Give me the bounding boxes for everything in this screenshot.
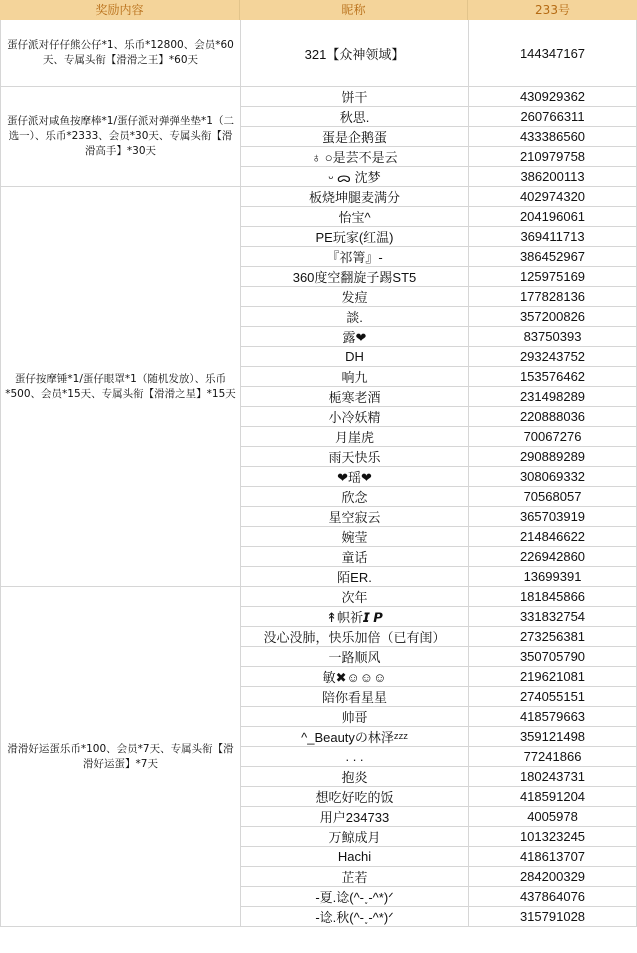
nickname-cell: 小冷妖精 — [240, 407, 468, 427]
id-cell: 437864076 — [468, 887, 637, 907]
nickname-cell: 雨天快乐 — [240, 447, 468, 467]
nickname-cell: 饼干 — [240, 87, 468, 107]
nickname-cell: 敏✖☺☺☺ — [240, 667, 468, 687]
nickname-cell: ❤瑶❤ — [240, 467, 468, 487]
header-nickname: 昵称 — [240, 0, 468, 20]
id-cell: 214846622 — [468, 527, 637, 547]
nickname-cell: 321【众神领域】 — [240, 20, 468, 87]
id-cell: 210979758 — [468, 147, 637, 167]
nickname-cell: 想吃好吃的饭 — [240, 787, 468, 807]
nickname-cell: 月崖虎 — [240, 427, 468, 447]
id-cell: 180243731 — [468, 767, 637, 787]
id-cell: 273256381 — [468, 627, 637, 647]
nickname-cell: 万鲸成月 — [240, 827, 468, 847]
reward-cell: 蛋仔派对仔仔熊公仔*1、乐币*12800、会员*60天、专属头衔【滑滑之王】*60天 — [0, 20, 240, 87]
nickname-cell: 陌ER. — [240, 567, 468, 587]
nickname-cell: 欣念 — [240, 487, 468, 507]
id-cell: 83750393 — [468, 327, 637, 347]
nickname-cell: PE玩家(红温) — [240, 227, 468, 247]
id-cell: 418613707 — [468, 847, 637, 867]
id-cell: 308069332 — [468, 467, 637, 487]
id-cell: 386452967 — [468, 247, 637, 267]
nickname-cell: 談. — [240, 307, 468, 327]
id-cell: 70067276 — [468, 427, 637, 447]
nickname-cell: 星空寂云 — [240, 507, 468, 527]
id-cell: 219621081 — [468, 667, 637, 687]
id-cell: 181845866 — [468, 587, 637, 607]
nickname-cell: 婉莹 — [240, 527, 468, 547]
reward-cell: 蛋仔按摩锤*1/蛋仔眼罩*1（随机发放）、乐币*500、会员*15天、专属头衔【滑滑之星】*15天 — [0, 187, 240, 587]
nickname-cell: 芷若 — [240, 867, 468, 887]
nickname-cell: 童话 — [240, 547, 468, 567]
id-cell: 331832754 — [468, 607, 637, 627]
nickname-cell: 露❤ — [240, 327, 468, 347]
header-id: 233号 — [468, 0, 637, 20]
id-cell: 369411713 — [468, 227, 637, 247]
id-cell: 220888036 — [468, 407, 637, 427]
id-cell: 386200113 — [468, 167, 637, 187]
nickname-cell: 栀寒老酒 — [240, 387, 468, 407]
id-cell: 350705790 — [468, 647, 637, 667]
id-cell: 274055151 — [468, 687, 637, 707]
id-cell: 418591204 — [468, 787, 637, 807]
id-cell: 4005978 — [468, 807, 637, 827]
id-cell: 13699391 — [468, 567, 637, 587]
nickname-cell: 发痘 — [240, 287, 468, 307]
id-cell: 418579663 — [468, 707, 637, 727]
id-cell: 77241866 — [468, 747, 637, 767]
header-reward: 奖励内容 — [0, 0, 240, 20]
id-cell: 204196061 — [468, 207, 637, 227]
nickname-cell: 『祁箐』- — [240, 247, 468, 267]
id-cell: 260766311 — [468, 107, 637, 127]
id-cell: 290889289 — [468, 447, 637, 467]
id-cell: 315791028 — [468, 907, 637, 927]
id-cell: 144347167 — [468, 20, 637, 87]
id-cell: 430929362 — [468, 87, 637, 107]
nickname-cell: 用户234733 — [240, 807, 468, 827]
id-cell: 226942860 — [468, 547, 637, 567]
id-cell: 177828136 — [468, 287, 637, 307]
id-cell: 402974320 — [468, 187, 637, 207]
id-cell: 153576462 — [468, 367, 637, 387]
nickname-cell: 秋思. — [240, 107, 468, 127]
nickname-cell: ᵕ ᯅ 沈梦 — [240, 167, 468, 187]
nickname-cell: 360度空翻旋子踢ST5 — [240, 267, 468, 287]
nickname-cell: DH — [240, 347, 468, 367]
id-cell: 125975169 — [468, 267, 637, 287]
nickname-cell: -谂.秋(^-˯-^*)ᐟ — [240, 907, 468, 927]
nickname-cell: 帅哥 — [240, 707, 468, 727]
nickname-cell: -夏.谂(^-˯-^*)ᐟ — [240, 887, 468, 907]
nickname-cell: 蛋是企鹅蛋 — [240, 127, 468, 147]
nickname-cell: ♁ ○是芸不是云 — [240, 147, 468, 167]
id-cell: 284200329 — [468, 867, 637, 887]
id-cell: 359121498 — [468, 727, 637, 747]
id-cell: 231498289 — [468, 387, 637, 407]
nickname-cell: 响九 — [240, 367, 468, 387]
reward-cell: 蛋仔派对咸鱼按摩棒*1/蛋仔派对弹弹坐垫*1（二选一）、乐币*2333、会员*30天、专属头衔【滑滑高手】*30天 — [0, 87, 240, 187]
nickname-cell: 板烧坤腿麦满分 — [240, 187, 468, 207]
reward-cell: 滑滑好运蛋乐币*100、会员*7天、专属头衔【滑滑好运蛋】*7天 — [0, 587, 240, 927]
nickname-cell: 没心没肺，快乐加倍（已有闺） — [240, 627, 468, 647]
nickname-cell: 次年 — [240, 587, 468, 607]
id-cell: 70568057 — [468, 487, 637, 507]
nickname-cell: 陪你看星星 — [240, 687, 468, 707]
nickname-cell: 抱炎 — [240, 767, 468, 787]
nickname-cell: ↟帜祈𝙄 𝙋 — [240, 607, 468, 627]
nickname-cell: 一路顺风 — [240, 647, 468, 667]
nickname-cell: Hachi — [240, 847, 468, 867]
nickname-cell: 怡宝^ — [240, 207, 468, 227]
id-cell: 365703919 — [468, 507, 637, 527]
id-cell: 293243752 — [468, 347, 637, 367]
nickname-cell: ^_Beautyの林泽ᶻᶻᶻ — [240, 727, 468, 747]
id-cell: 357200826 — [468, 307, 637, 327]
nickname-cell: . . . — [240, 747, 468, 767]
id-cell: 101323245 — [468, 827, 637, 847]
id-cell: 433386560 — [468, 127, 637, 147]
